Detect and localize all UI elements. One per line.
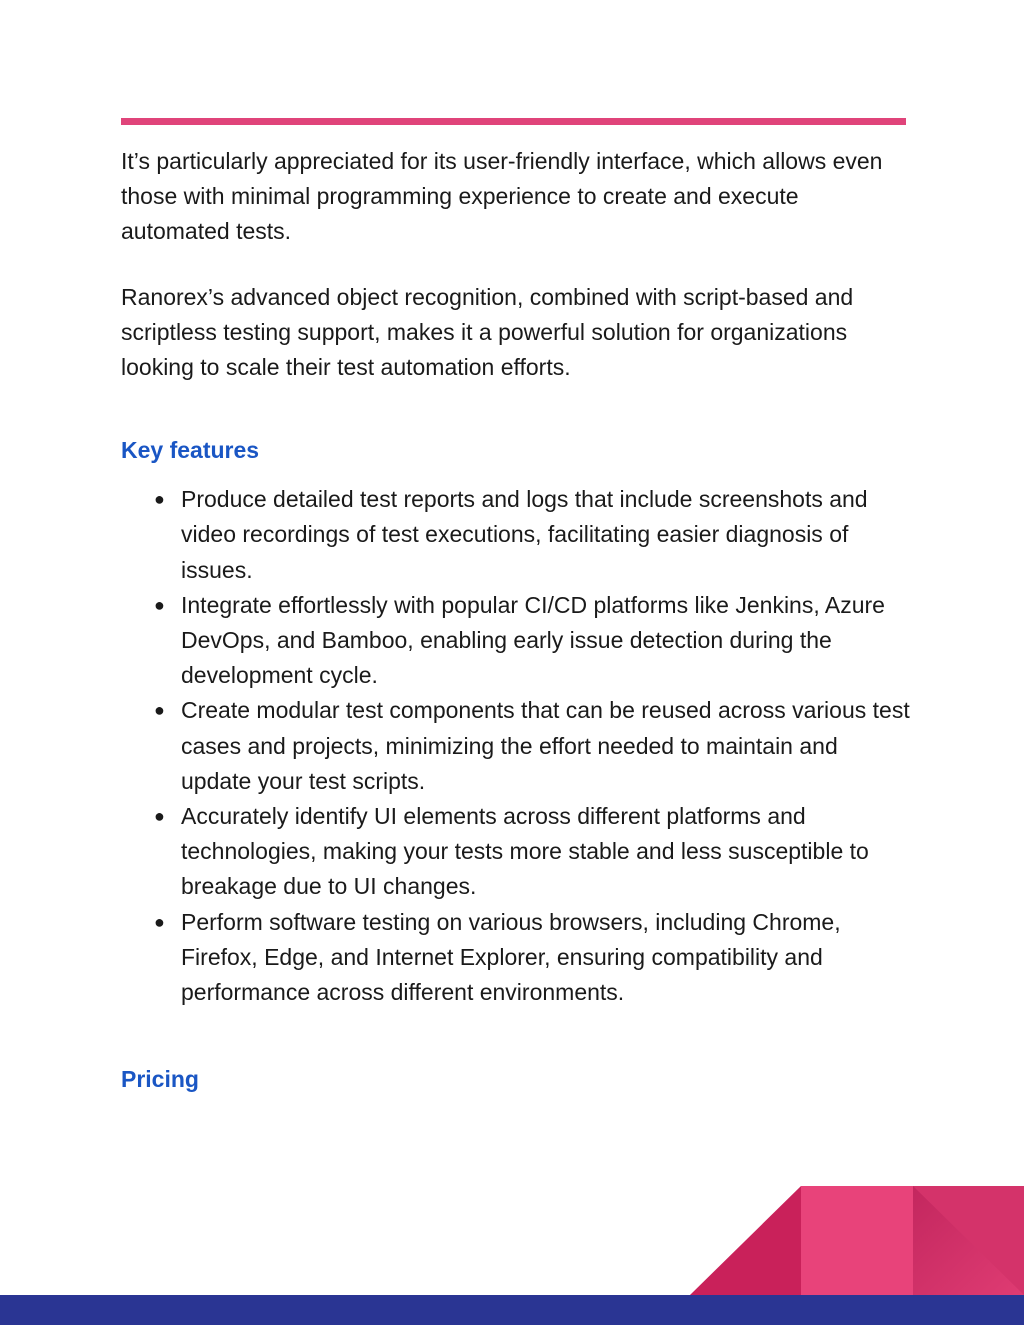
pricing-heading: Pricing <box>121 1066 199 1093</box>
footer-crimson-triangle <box>690 1186 801 1295</box>
list-item <box>121 799 911 905</box>
key-features-list <box>121 482 911 1010</box>
list-item-text: Perform software testing on various browsers, including Chrome, Firefox, Edge, and Internet Explorer, ensuring compatibility and performance across different environments. <box>181 908 841 1006</box>
footer-pink-block <box>801 1186 913 1295</box>
list-item <box>121 905 911 1011</box>
bullet-icon: ● <box>154 806 165 827</box>
list-item-text: Integrate effortlessly with popular CI/CD platforms like Jenkins, Azure DevOps, and Bamboo, enabling early issue detection during the development cycle. <box>181 591 885 689</box>
footer-decoration <box>690 1186 1024 1295</box>
bullet-icon: ● <box>154 911 165 932</box>
bullet-icon: ● <box>154 594 165 615</box>
document-body <box>121 144 911 1094</box>
list-item <box>121 482 911 588</box>
intro-paragraph: It’s particularly appreciated for its user-friendly interface, which allows even those with minimal programming experience to create and execute automated tests. <box>121 148 883 245</box>
footer-bar <box>0 1295 1024 1325</box>
list-item <box>121 693 911 799</box>
list-item-text: Produce detailed test reports and logs that include screenshots and video recordings of test executions, facilitating easier diagnosis of issues. <box>181 486 868 583</box>
top-accent-rule <box>121 118 906 125</box>
list-item-text: Accurately identify UI elements across different platforms and technologies, making your tests more stable and less susceptible to breakage due to UI changes. <box>181 803 869 900</box>
key-features-heading: Key features <box>121 437 260 464</box>
bullet-icon: ● <box>154 489 165 510</box>
list-item <box>121 588 911 694</box>
bullet-icon: ● <box>154 700 165 721</box>
list-item-text: Create modular test components that can be reused across various test cases and projects, minimizing the effort needed to maintain and update your test scripts. <box>181 697 910 794</box>
object-recognition-paragraph: Ranorex’s advanced object recognition, combined with script-based and scriptless testing support, makes it a powerful solution for organizations looking to scale their test automation efforts. <box>121 283 854 381</box>
